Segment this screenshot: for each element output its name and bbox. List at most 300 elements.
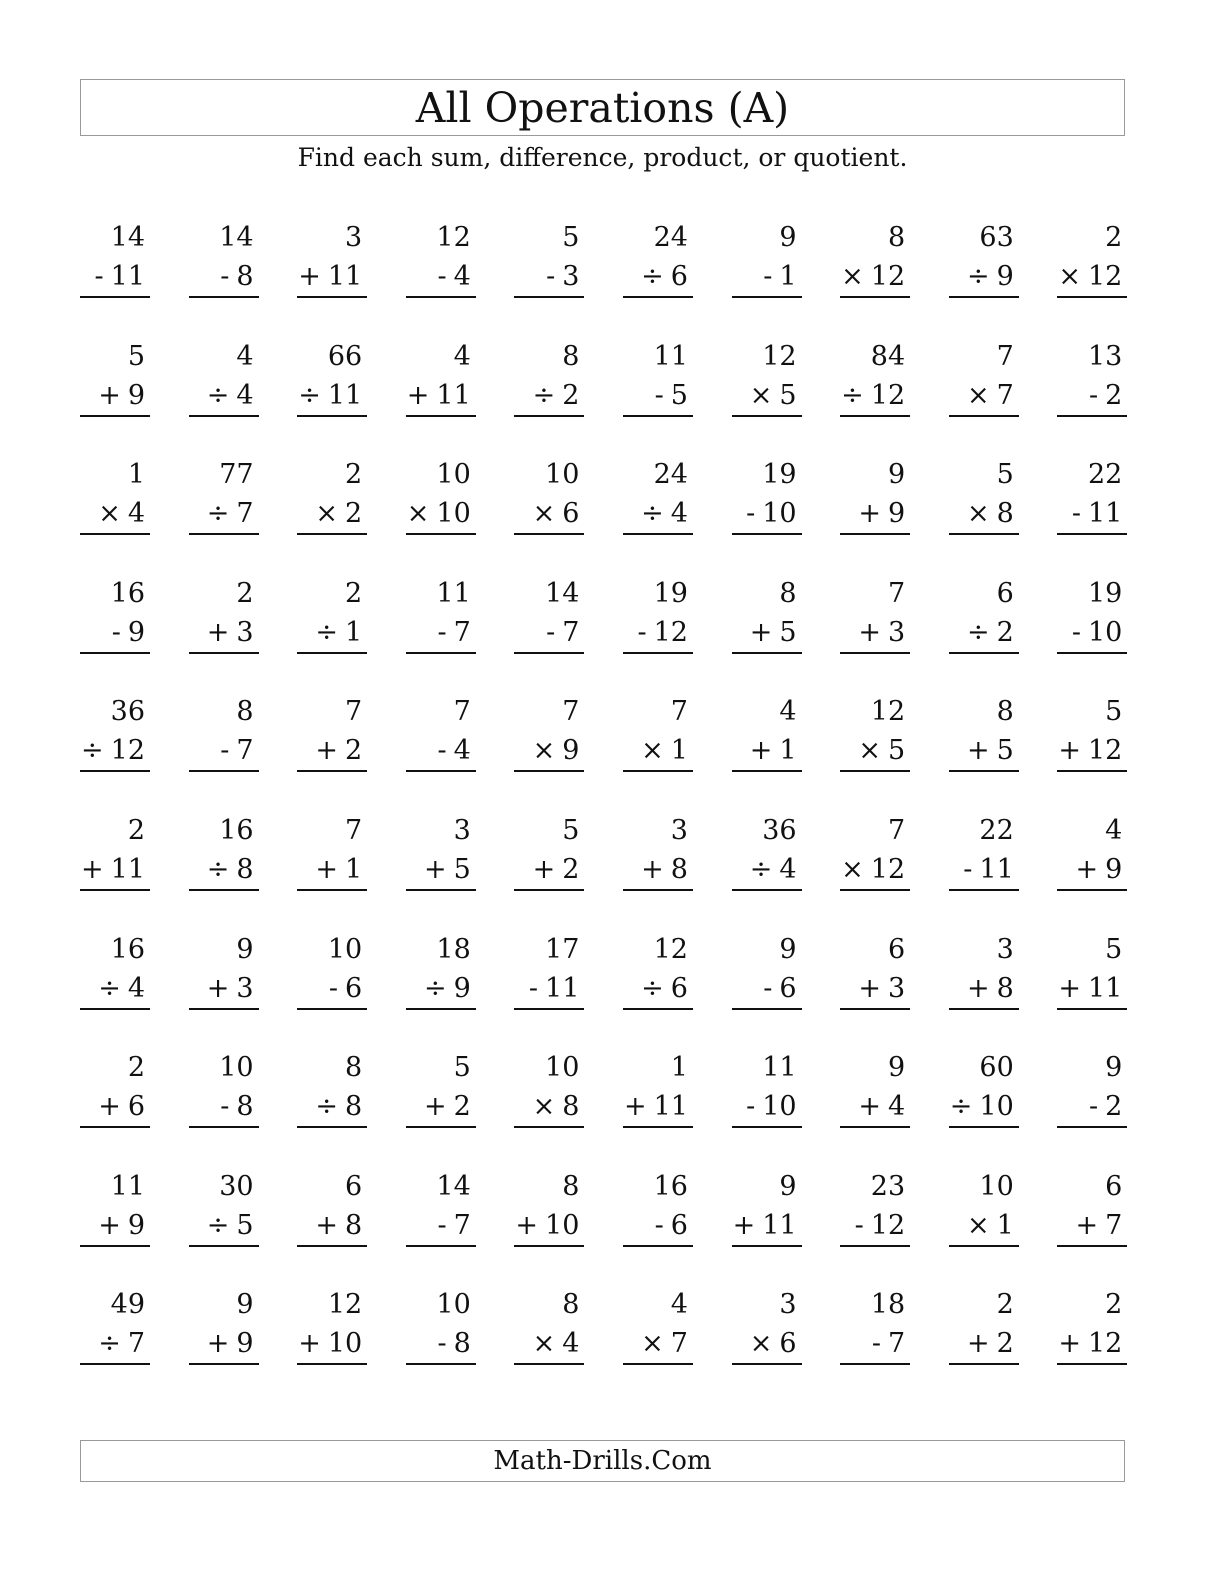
problem-bottom-line xyxy=(297,495,367,535)
problem-bottom-line xyxy=(189,732,259,772)
problem xyxy=(514,692,584,811)
footer xyxy=(80,1440,1125,1482)
problem xyxy=(406,1048,476,1167)
operator-symbol: + xyxy=(623,1091,647,1123)
problem-top-number: 11 xyxy=(110,1170,145,1202)
operator-symbol: ÷ xyxy=(841,379,864,411)
problem-top-number: 5 xyxy=(996,459,1014,491)
operator-symbol: + xyxy=(298,1328,321,1360)
problem xyxy=(623,337,693,456)
problem-top-number: 12 xyxy=(762,340,797,372)
problem-bottom-number: 5 xyxy=(236,1209,254,1241)
problem xyxy=(406,1167,476,1286)
operator-symbol: - xyxy=(528,972,539,1004)
problem-row xyxy=(80,574,1130,693)
problem xyxy=(840,1048,910,1167)
operator-symbol: - xyxy=(111,616,121,648)
operator-symbol: - xyxy=(637,616,647,648)
problem-bottom-line xyxy=(949,851,1019,891)
operator-symbol: + xyxy=(749,616,773,648)
problem-bottom-number: 7 xyxy=(887,1328,906,1360)
problem-bottom-line xyxy=(297,1325,367,1365)
problem xyxy=(732,218,802,337)
problem-bottom-number: 2 xyxy=(562,379,580,411)
problem-bottom-line xyxy=(80,614,150,654)
problem-bottom-line xyxy=(406,377,476,417)
problem-bottom-number: 2 xyxy=(345,498,363,530)
problem-bottom-number: 9 xyxy=(127,379,145,411)
problem-bottom-number: 9 xyxy=(562,735,580,767)
problem-top-number: 8 xyxy=(562,1289,580,1321)
operator-symbol: - xyxy=(763,261,773,292)
problem-bottom-line xyxy=(623,1088,693,1128)
operator-symbol: - xyxy=(746,1091,756,1123)
problem xyxy=(406,337,476,456)
operator-symbol: ÷ xyxy=(749,853,773,885)
problem xyxy=(514,1048,584,1167)
problem xyxy=(949,574,1019,693)
problem xyxy=(514,574,584,693)
problem-top-number: 6 xyxy=(1105,1170,1123,1202)
problem-bottom-number: 10 xyxy=(327,1328,363,1360)
problem-top-number: 2 xyxy=(1105,1289,1123,1321)
problem xyxy=(406,455,476,574)
problem-bottom-line xyxy=(80,970,150,1010)
problem-bottom-number: 8 xyxy=(345,1209,363,1241)
problem-bottom-line xyxy=(189,1325,259,1365)
problem-bottom-number: 3 xyxy=(562,261,580,292)
problem-top-number: 16 xyxy=(110,577,145,609)
problem-bottom-line xyxy=(189,377,259,417)
problem-top-number: 3 xyxy=(453,814,471,846)
operator-symbol: - xyxy=(654,1209,664,1241)
problem-bottom-number: 12 xyxy=(653,616,688,648)
problem-top-number: 3 xyxy=(779,1289,797,1321)
problem-top-number: 24 xyxy=(653,222,688,253)
operator-symbol: - xyxy=(437,1328,447,1360)
problem xyxy=(297,455,367,574)
problem xyxy=(732,337,802,456)
problem-top-number: 2 xyxy=(236,577,254,609)
problem-bottom-number: 1 xyxy=(670,735,688,767)
operator-symbol: - xyxy=(437,735,447,767)
problem-top-number: 5 xyxy=(453,1052,471,1084)
problem-bottom-number: 7 xyxy=(1105,1209,1123,1241)
problem-bottom-line xyxy=(1057,732,1127,772)
problem-top-number: 18 xyxy=(870,1289,906,1321)
problem-top-number: 19 xyxy=(653,577,688,609)
problem-bottom-number: 10 xyxy=(979,1091,1014,1123)
problem xyxy=(297,692,367,811)
problem xyxy=(406,811,476,930)
problem-bottom-number: 11 xyxy=(545,972,580,1004)
problem xyxy=(80,1048,150,1167)
problem-bottom-line xyxy=(949,258,1019,298)
problem-bottom-number: 12 xyxy=(870,379,906,411)
problem-bottom-number: 8 xyxy=(236,853,254,885)
problem-bottom-line xyxy=(80,732,150,772)
problem-bottom-number: 6 xyxy=(670,972,688,1004)
problem-bottom-number: 6 xyxy=(670,1209,688,1241)
problem-bottom-line xyxy=(514,851,584,891)
problem xyxy=(623,455,693,574)
problem-bottom-number: 9 xyxy=(236,1328,254,1360)
problem-bottom-number: 4 xyxy=(453,261,471,292)
operator-symbol: + xyxy=(81,853,104,885)
problem-bottom-line xyxy=(514,732,584,772)
problem-bottom-line xyxy=(514,495,584,535)
operator-symbol: ÷ xyxy=(81,735,104,767)
problem-bottom-line xyxy=(189,258,259,298)
problem-bottom-number: 4 xyxy=(236,379,254,411)
problem-top-number: 5 xyxy=(127,340,145,372)
problem-top-number: 12 xyxy=(653,933,688,965)
problem-bottom-line xyxy=(840,1325,910,1365)
problem-bottom-line xyxy=(80,1207,150,1247)
problem-bottom-line xyxy=(840,970,910,1010)
operator-symbol: × xyxy=(641,1328,664,1360)
problem-row xyxy=(80,692,1130,811)
problem-bottom-line xyxy=(514,1088,584,1128)
problem-bottom-number: 8 xyxy=(996,498,1014,530)
problem xyxy=(1057,692,1127,811)
problem-top-number: 2 xyxy=(345,577,363,609)
problem xyxy=(840,337,910,456)
problem-bottom-line xyxy=(840,377,910,417)
problem xyxy=(514,455,584,574)
problem-bottom-number: 7 xyxy=(562,616,580,648)
problem-bottom-number: 6 xyxy=(127,1091,145,1123)
problem-bottom-line xyxy=(1057,1207,1127,1247)
operator-symbol: + xyxy=(966,735,990,767)
problem-row xyxy=(80,1048,1130,1167)
problem xyxy=(949,1048,1019,1167)
problem xyxy=(514,1285,584,1404)
problem xyxy=(297,218,367,337)
problem xyxy=(1057,1167,1127,1286)
problem xyxy=(297,1167,367,1286)
problem-top-number: 12 xyxy=(327,1289,363,1321)
problem-bottom-line xyxy=(297,1088,367,1128)
operator-symbol: ÷ xyxy=(98,1328,121,1360)
problem-top-number: 8 xyxy=(236,696,254,728)
problem-bottom-number: 4 xyxy=(127,972,145,1004)
problem-top-number: 8 xyxy=(996,696,1014,728)
problem xyxy=(949,930,1019,1049)
problem-top-number: 16 xyxy=(219,814,254,846)
problem-bottom-number: 2 xyxy=(996,616,1014,648)
problem-top-number: 10 xyxy=(979,1170,1014,1202)
operator-symbol: - xyxy=(871,1328,881,1360)
operator-symbol: - xyxy=(1071,616,1081,648)
problem-top-number: 8 xyxy=(345,1052,363,1084)
problem-bottom-number: 8 xyxy=(562,1091,580,1123)
problem-bottom-line xyxy=(840,258,910,298)
operator-symbol: + xyxy=(423,1091,447,1123)
problem xyxy=(189,337,259,456)
problem-bottom-line xyxy=(623,1207,693,1247)
problem-bottom-line xyxy=(623,1325,693,1365)
problem xyxy=(514,1167,584,1286)
problem-bottom-line xyxy=(732,258,802,298)
problem-row xyxy=(80,1167,1130,1286)
problem-top-number: 16 xyxy=(110,933,145,965)
problem xyxy=(732,1048,802,1167)
problem xyxy=(840,930,910,1049)
problem xyxy=(623,1167,693,1286)
problem-bottom-number: 8 xyxy=(996,972,1014,1004)
problem xyxy=(840,218,910,337)
problem-bottom-number: 4 xyxy=(127,498,145,530)
operator-symbol: ÷ xyxy=(966,616,990,648)
problem-bottom-line xyxy=(297,258,367,298)
problem-bottom-number: 6 xyxy=(345,972,363,1004)
problem-bottom-line xyxy=(514,258,584,298)
problem xyxy=(406,574,476,693)
problem-bottom-number: 11 xyxy=(110,261,145,292)
problem-top-number: 84 xyxy=(870,340,906,372)
problem xyxy=(406,1285,476,1404)
operator-symbol: - xyxy=(546,261,556,292)
problem xyxy=(514,811,584,930)
problem xyxy=(514,930,584,1049)
problem-bottom-number: 1 xyxy=(996,1209,1014,1241)
problem-top-number: 7 xyxy=(345,696,363,728)
operator-symbol: + xyxy=(1058,1328,1081,1360)
problem-row xyxy=(80,337,1130,456)
problem-bottom-line xyxy=(80,495,150,535)
operator-symbol: - xyxy=(437,261,447,292)
problem-bottom-number: 1 xyxy=(779,261,797,292)
operator-symbol: + xyxy=(749,735,773,767)
problem-top-number: 7 xyxy=(453,696,471,728)
operator-symbol: ÷ xyxy=(98,972,121,1004)
operator-symbol: + xyxy=(858,616,881,648)
problem-bottom-number: 3 xyxy=(887,616,906,648)
problem xyxy=(80,337,150,456)
problem-bottom-line xyxy=(732,377,802,417)
problem-top-number: 49 xyxy=(110,1289,145,1321)
operator-symbol: - xyxy=(437,1209,447,1241)
problem-top-number: 14 xyxy=(436,1170,471,1202)
operator-symbol: - xyxy=(220,1091,230,1123)
operator-symbol: ÷ xyxy=(206,1209,230,1241)
operator-symbol: + xyxy=(858,1091,881,1123)
problem-row xyxy=(80,930,1130,1049)
problem-top-number: 8 xyxy=(779,577,797,609)
problem-bottom-line xyxy=(406,614,476,654)
operator-symbol: + xyxy=(315,735,338,767)
operator-symbol: + xyxy=(315,1209,338,1241)
problem-bottom-line xyxy=(514,614,584,654)
operator-symbol: ÷ xyxy=(949,1091,973,1123)
problem xyxy=(1057,811,1127,930)
operator-symbol: × xyxy=(749,1328,773,1360)
problem-top-number: 9 xyxy=(779,1170,797,1202)
problem-top-number: 10 xyxy=(436,459,471,491)
problem-bottom-number: 5 xyxy=(996,735,1014,767)
operator-symbol: ÷ xyxy=(206,379,230,411)
problem-bottom-number: 8 xyxy=(236,261,254,292)
problem xyxy=(297,811,367,930)
operator-symbol: - xyxy=(1089,1091,1099,1123)
problem-top-number: 12 xyxy=(436,222,471,253)
problem-bottom-line xyxy=(297,377,367,417)
problem-bottom-line xyxy=(1057,1088,1127,1128)
problem xyxy=(623,930,693,1049)
operator-symbol: - xyxy=(94,261,104,292)
problem-bottom-number: 11 xyxy=(653,1091,688,1123)
problem-bottom-line xyxy=(406,970,476,1010)
problem-bottom-line xyxy=(406,1207,476,1247)
problem-bottom-line xyxy=(949,614,1019,654)
operator-symbol: × xyxy=(641,735,664,767)
problem xyxy=(1057,455,1127,574)
problem xyxy=(840,692,910,811)
operator-symbol: + xyxy=(858,498,881,530)
operator-symbol: ÷ xyxy=(315,1091,338,1123)
operator-symbol: - xyxy=(546,616,556,648)
problem-bottom-number: 2 xyxy=(1105,1091,1123,1123)
problem-bottom-line xyxy=(623,614,693,654)
problem-top-number: 8 xyxy=(562,1170,580,1202)
problem-bottom-line xyxy=(189,614,259,654)
problem-bottom-line xyxy=(297,851,367,891)
problem xyxy=(189,1167,259,1286)
problem-bottom-line xyxy=(732,1088,802,1128)
problem-top-number: 9 xyxy=(236,1289,254,1321)
problem-bottom-line xyxy=(297,614,367,654)
problem-top-number: 7 xyxy=(887,577,906,609)
problem xyxy=(732,811,802,930)
problem xyxy=(840,811,910,930)
problem xyxy=(732,1285,802,1404)
operator-symbol: ÷ xyxy=(423,972,447,1004)
problem-bottom-number: 11 xyxy=(762,1209,797,1241)
problem-bottom-line xyxy=(1057,614,1127,654)
problem-bottom-number: 7 xyxy=(996,379,1014,411)
problem-bottom-line xyxy=(732,495,802,535)
problem-bottom-number: 9 xyxy=(453,972,471,1004)
problem-bottom-number: 4 xyxy=(453,735,471,767)
problem-bottom-number: 12 xyxy=(1087,735,1123,767)
problem-row xyxy=(80,455,1130,574)
problem-top-number: 5 xyxy=(562,814,580,846)
problem-bottom-line xyxy=(732,614,802,654)
problem-bottom-number: 12 xyxy=(1087,1328,1123,1360)
problem-bottom-number: 12 xyxy=(870,261,906,292)
problem-bottom-number: 11 xyxy=(110,853,145,885)
operator-symbol: × xyxy=(98,498,121,530)
problem-top-number: 7 xyxy=(996,340,1014,372)
problem-top-number: 4 xyxy=(453,340,471,372)
problem xyxy=(949,455,1019,574)
problem-bottom-line xyxy=(1057,258,1127,298)
problem xyxy=(80,455,150,574)
problem-bottom-line xyxy=(949,1207,1019,1247)
problem xyxy=(297,1048,367,1167)
problem-top-number: 14 xyxy=(219,222,254,253)
problem-bottom-line xyxy=(623,377,693,417)
problem-bottom-line xyxy=(80,258,150,298)
operator-symbol: + xyxy=(1075,1209,1099,1241)
problem-bottom-number: 10 xyxy=(762,498,797,530)
problem xyxy=(732,455,802,574)
problem-bottom-line xyxy=(840,851,910,891)
operator-symbol: ÷ xyxy=(966,261,990,292)
problem-bottom-line xyxy=(189,1088,259,1128)
problem-bottom-line xyxy=(949,1325,1019,1365)
operator-symbol: × xyxy=(532,735,556,767)
problem-bottom-number: 5 xyxy=(670,379,688,411)
operator-symbol: - xyxy=(1071,498,1081,530)
problem-bottom-line xyxy=(514,1325,584,1365)
problem xyxy=(189,1048,259,1167)
operator-symbol: + xyxy=(98,1091,121,1123)
problem-top-number: 66 xyxy=(327,340,363,372)
problem-top-number: 19 xyxy=(762,459,797,491)
operator-symbol: × xyxy=(858,735,881,767)
problem-top-number: 3 xyxy=(996,933,1014,965)
problem-top-number: 10 xyxy=(436,1289,471,1321)
problem-bottom-line xyxy=(623,258,693,298)
problem-bottom-number: 11 xyxy=(327,379,363,411)
problem-top-number: 36 xyxy=(110,696,145,728)
problem xyxy=(514,218,584,337)
problem-bottom-line xyxy=(732,1207,802,1247)
operator-symbol: × xyxy=(966,498,990,530)
problem xyxy=(189,692,259,811)
problem xyxy=(840,574,910,693)
problem-bottom-number: 2 xyxy=(562,853,580,885)
problem xyxy=(732,1167,802,1286)
problem-bottom-line xyxy=(297,732,367,772)
problem xyxy=(80,574,150,693)
operator-symbol: + xyxy=(423,853,447,885)
problem-bottom-number: 10 xyxy=(762,1091,797,1123)
problem-bottom-line xyxy=(1057,495,1127,535)
problem-top-number: 6 xyxy=(345,1170,363,1202)
problem-bottom-line xyxy=(840,614,910,654)
operator-symbol: - xyxy=(854,1209,864,1241)
problem-bottom-line xyxy=(406,258,476,298)
problem-bottom-number: 12 xyxy=(110,735,145,767)
problem xyxy=(623,218,693,337)
problem-bottom-line xyxy=(840,1088,910,1128)
problem xyxy=(732,930,802,1049)
operator-symbol: × xyxy=(841,853,864,885)
problem xyxy=(80,218,150,337)
problem xyxy=(297,574,367,693)
problem-bottom-line xyxy=(297,1207,367,1247)
problem-bottom-line xyxy=(623,970,693,1010)
problem xyxy=(949,811,1019,930)
problem xyxy=(189,574,259,693)
problem-bottom-number: 11 xyxy=(436,379,471,411)
problem xyxy=(1057,218,1127,337)
problem-bottom-number: 4 xyxy=(562,1328,580,1360)
problem-bottom-number: 8 xyxy=(453,1328,471,1360)
problem-bottom-number: 6 xyxy=(562,498,580,530)
problem xyxy=(80,811,150,930)
problem-bottom-number: 4 xyxy=(887,1091,906,1123)
problem-bottom-line xyxy=(297,970,367,1010)
operator-symbol: - xyxy=(220,261,230,292)
problem xyxy=(406,930,476,1049)
problem-bottom-number: 1 xyxy=(345,853,363,885)
problem-bottom-number: 2 xyxy=(453,1091,471,1123)
problem-bottom-number: 9 xyxy=(1105,853,1123,885)
